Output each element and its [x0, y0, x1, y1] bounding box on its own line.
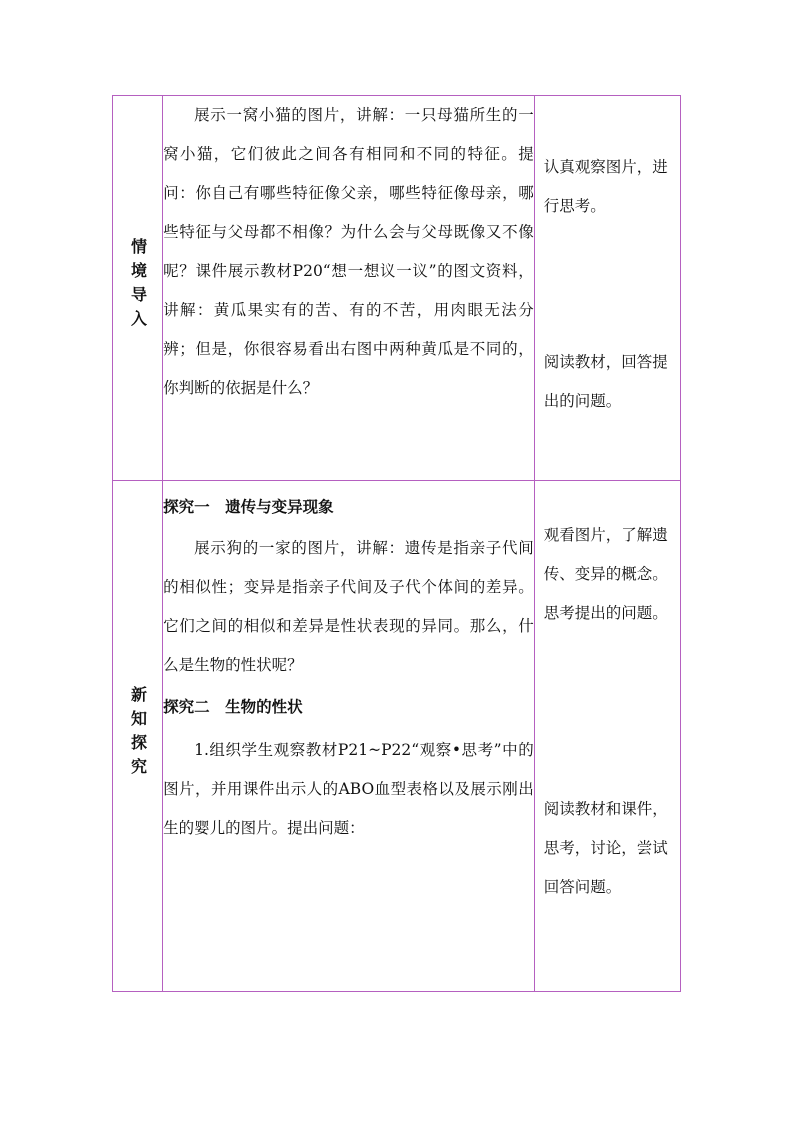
teacher-text-inquiry-2: 1.组织学生观察教材P21~P22“观察•思考”中的图片，并用课件出示人的ABO血型表格以及展示刚出生的婴儿的图片。提出问题： [163, 741, 534, 837]
stage-cell-intro [113, 96, 163, 481]
teacher-text-inquiry-1: 展示狗的一家的图片，讲解：遗传是指亲子代间的相似性；变异是指亲子代间及子代个体间的差异。它们之间的相似和差异是性状表现的异同。那么，什么是生物的性状呢？ [163, 539, 534, 674]
teacher-activity-intro [163, 96, 535, 481]
student-activity-intro [534, 96, 680, 481]
teacher-activity-explore [163, 481, 535, 992]
teacher-text-intro: 展示一窝小猫的图片，讲解：一只母猫所生的一窝小猫，它们彼此之间各有相同和不同的特征。提问：你自己有哪些特征像父亲，哪些特征像母亲，哪些特征与父母都不相像？为什么会与父母既像又不像呢？课件展示教材P20“想一想议一议”的图文资料，讲解：黄瓜果实有的苦、有的不苦，用肉眼无法分辨；但是，你很容易看出右图中两种黄瓜是不同的，你判断的依据是什么？ [163, 106, 534, 397]
table-row-intro [113, 96, 681, 481]
stage-label-intro: 情境导入 [128, 238, 148, 334]
stage-cell-explore [113, 481, 163, 992]
lesson-plan-table [112, 95, 681, 992]
section-heading-inquiry-1: 探究一 遗传与变异现象 [163, 498, 334, 516]
student-activity-explore [534, 481, 680, 992]
section-heading-inquiry-2: 探究二 生物的性状 [163, 698, 303, 716]
table-row-explore [113, 481, 681, 992]
student-note-intro-1: 认真观察图片，进行思考。 [543, 158, 668, 215]
student-note-explore-1: 观看图片，了解遗传、变异的概念。思考提出的问题。 [543, 526, 668, 622]
stage-label-explore: 新知探究 [128, 686, 148, 782]
student-note-explore-2: 阅读教材和课件，思考，讨论，尝试回答问题。 [543, 800, 668, 896]
student-note-intro-2: 阅读教材，回答提出的问题。 [543, 353, 668, 410]
